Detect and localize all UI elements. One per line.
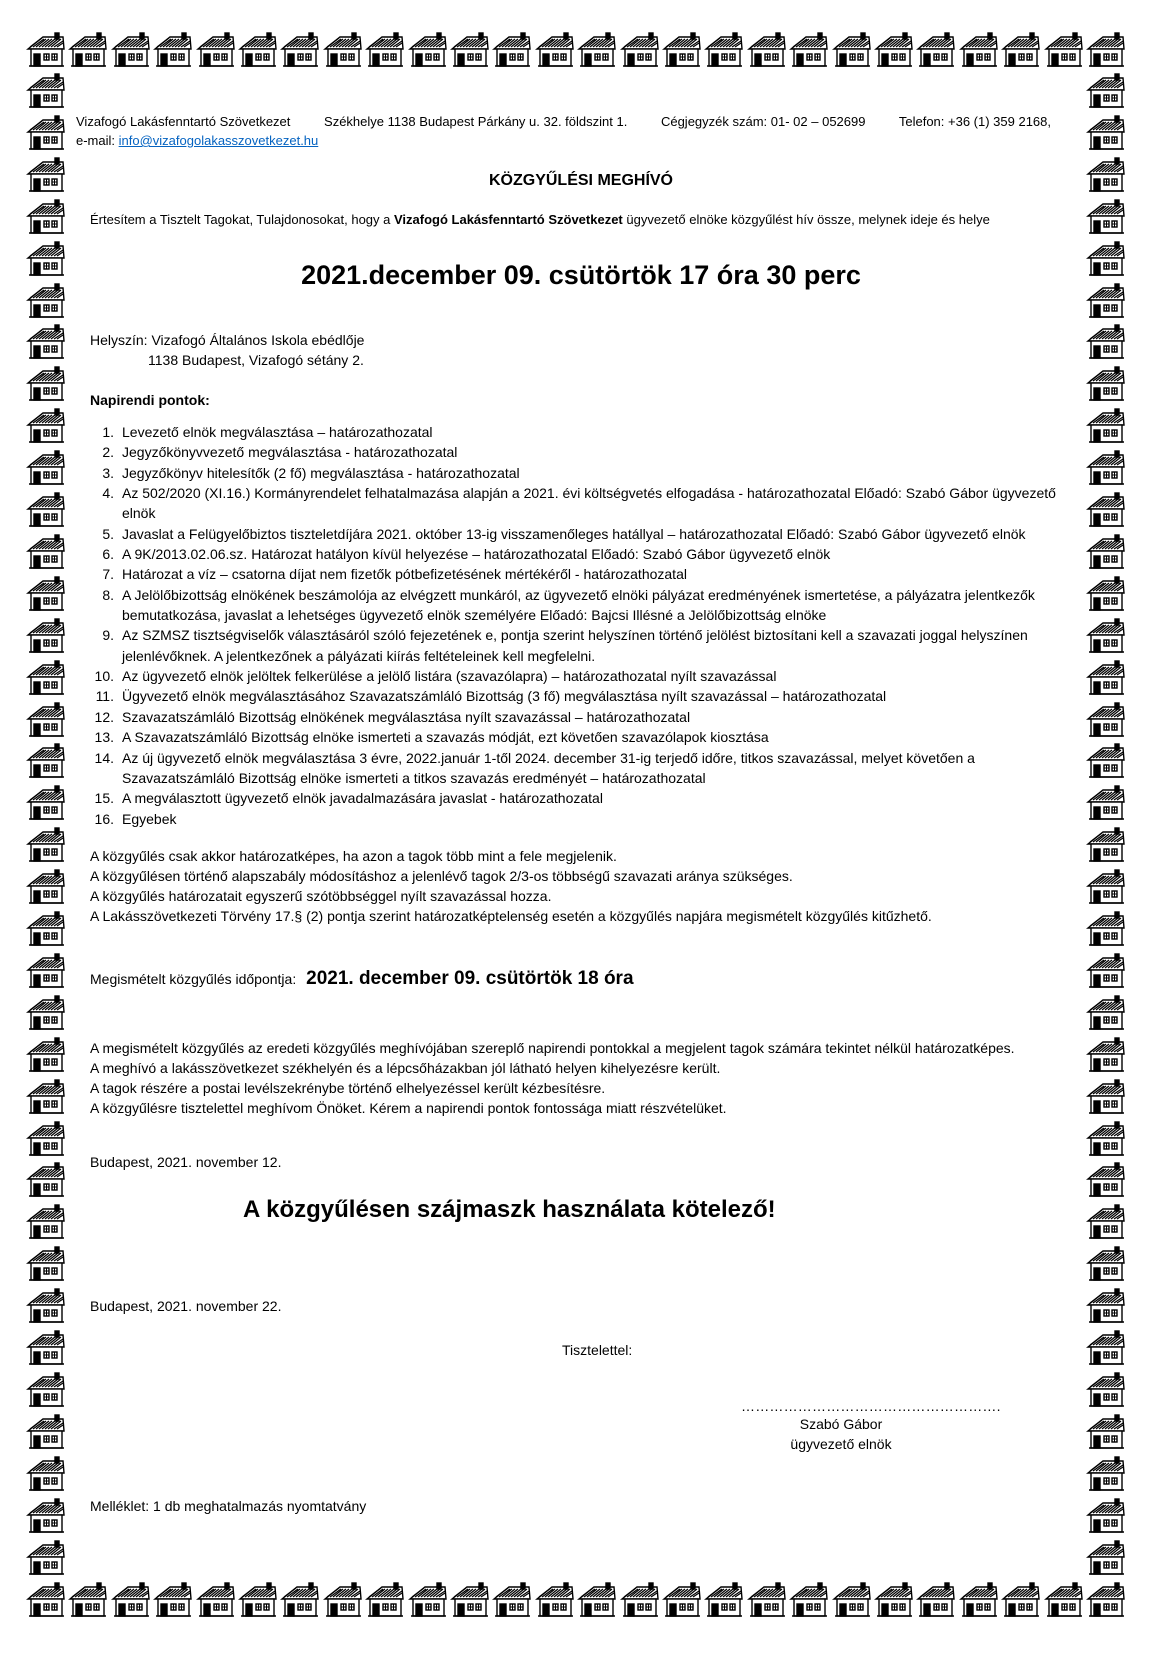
agenda-heading: Napirendi pontok: [90,392,210,408]
signer-name: Szabó Gábor [799,1416,883,1432]
house-icon [26,1498,66,1534]
house-icon [26,324,66,360]
house-icon [26,450,66,486]
note-line: A tagok részére a postai levélszekrénybe történő elhelyezéssel került kézbesítésre. [90,1080,606,1096]
signature-line: ………………………………………………. [741,1398,1001,1414]
agenda-item-text: Az ügyvezető elnök jelöltek felkerülése a jelölő listára (szavazólapra) – határozathozatal nyílt szavazással [122,668,777,685]
house-icon [1086,869,1126,905]
house-icon [1086,1330,1126,1366]
agenda-item-text: Ügyvezető elnök megválasztásához Szavazatszámláló Bizottság (3 fő) megválasztása nyílt szavazással – határozathozatal [122,688,887,705]
intro-before: Értesítem a Tisztelt Tagokat, Tulajdonosokat, hogy a [90,212,394,227]
note-line: A megismételt közgyűlés az eredeti közgyűlés meghívójában szereplő napirendi pontokkal a megjelent tagok számára tekintet nélkül határozatképes. [90,1040,1015,1056]
house-icon [26,911,66,947]
agenda-item-text: Határozat a víz – csatorna díjat nem fizetők pótbefizetésének mértékéről - határozathozatal [122,566,687,583]
signature-block [716,1414,966,1454]
house-icon [1086,1162,1126,1198]
house-icon [1086,199,1126,235]
house-icon [1086,450,1126,486]
house-icon [1086,1540,1126,1576]
place-date-2: Budapest, 2021. november 22. [90,1298,282,1314]
house-icon [1086,115,1126,151]
house-icon [26,702,66,738]
house-icon [1086,1204,1126,1240]
note-line: A közgyűlésre tisztelettel meghívom Önöket. Kérem a napirendi pontok fontossága miatt részvételüket. [90,1100,727,1116]
seat-address: Székhelye 1138 Budapest Párkány u. 32. földszint 1. [324,114,628,129]
house-icon [1086,1372,1126,1408]
agenda-item-text: Szavazatszámláló Bizottság elnökének megválasztása nyílt szavazással – határozathozatal [122,708,691,725]
agenda-item-text: Egyebek [122,810,177,827]
attachment-note: Melléklet: 1 db meghatalmazás nyomtatvány [90,1498,367,1514]
registry-number: Cégjegyzék szám: 01- 02 – 052699 [660,114,866,129]
house-icon [1086,1456,1126,1492]
agenda-item [90,442,1090,462]
house-icon [1086,911,1126,947]
house-icon [26,1330,66,1366]
note-line: A meghívó a lakásszövetkezet székhelyén és a lépcsőházakban jól látható helyen kihelyezésre került. [90,1060,721,1076]
place-date-1: Budapest, 2021. november 12. [90,1154,282,1170]
house-icon [1086,1246,1126,1282]
house-icon [26,995,66,1031]
house-icon [26,660,66,696]
agenda-item-number: 10. [94,668,114,685]
agenda-item-number: 9. [102,627,114,644]
intro-after: ügyvezető elnöke közgyűlést hív össze, melynek ideje és helye [622,212,990,227]
house-icon [1086,241,1126,277]
agenda-item [90,748,1090,789]
house-icon [26,32,66,68]
agenda-item-number: 7. [102,566,114,583]
agenda-item-number: 5. [102,525,114,542]
rules-block [90,846,1090,926]
repeat-meeting-datetime: 2021. december 09. csütörtök 18 óra [306,968,634,989]
invitation-document [76,0,1086,1653]
document-title: KÖZGYŰLÉSI MEGHÍVÓ [488,172,673,189]
house-icon [26,1414,66,1450]
agenda-item-text: Az SZMSZ tisztségviselők választásáról szóló fejezetének e, pontja szerint helyszínen történő jelölést biztosítani kell a szavazati joggal helyszínen jelenlévőknek. A jelentkezőnek a pályázati kiírás feltételeinek kell megfelelni. [122,627,1028,664]
agenda-item-number: 13. [94,729,114,746]
email-label: e-mail: [76,133,119,148]
location-line-2: 1138 Budapest, Vizafogó sétány 2. [148,352,364,368]
house-icon [1086,1121,1126,1157]
agenda-item-text: Levezető elnök megválasztása – határozathozatal [122,424,433,440]
rule-line: A közgyűlés határozatait egyszerű szótöbbséggel nyílt szavazással hozza. [90,888,552,904]
agenda-item-number: 4. [102,485,114,502]
agenda-item [90,585,1090,626]
agenda-item [90,564,1090,584]
house-icon [1086,1498,1126,1534]
agenda-item-number: 6. [102,546,114,563]
org-name: Vizafogó Lakásfenntartó Szövetkezet [76,114,291,129]
agenda-item-text: A Jelölőbizottság elnökének beszámolója az elvégzett munkáról, az ügyvezető elnöki pályázat eredményének ismertetése, a pályázatra jelentkezők bemutatkozása, javaslat a lehetséges ügyvezető elnök személyére Előadó: Bajcsi Illésné a Jelölőbizottság elnöke [122,586,1035,624]
house-icon [1086,953,1126,989]
agenda-item-number: 12. [94,708,114,725]
house-icon [1086,534,1126,570]
house-icon [1086,1414,1126,1450]
agenda-item [90,483,1090,524]
agenda-item-number: 16. [94,810,114,827]
agenda-item [90,625,1090,666]
house-icon [1086,283,1126,319]
repeat-meeting [90,968,634,990]
meeting-datetime: 2021.december 09. csütörtök 17 óra 30 perc [301,260,861,290]
rule-line: A Lakásszövetkezeti Törvény 17.§ (2) pontja szerint határozatképtelenség esetén a közgyűlés napjára megismételt közgyűlés kitűzhető. [90,908,932,924]
house-icon [1086,408,1126,444]
house-icon [26,492,66,528]
house-icon [1086,660,1126,696]
location-line-1: Helyszín: Vizafogó Általános Iskola ebédlője [90,332,365,348]
house-icon [26,408,66,444]
mask-notice: A közgyűlésen szájmaszk használata kötelező! [243,1196,776,1223]
intro-paragraph [90,210,990,230]
closing-greeting: Tisztelettel: [562,1342,633,1358]
agenda-item-text: A 9K/2013.02.06.sz. Határozat hatályon kívül helyezése – határozathozatal Előadó: Szabó Gábor ügyvezető elnök [122,546,831,563]
intro-org: Vizafogó Lakásfenntartó Szövetkezet [393,212,623,227]
house-icon [26,366,66,402]
house-icon [26,1582,66,1618]
agenda-item-text: Jegyzőkönyvvezető megválasztása - határozathozatal [122,444,458,461]
house-icon [1086,324,1126,360]
house-icon [26,1037,66,1073]
agenda-item-text: Jegyzőkönyv hitelesítők (2 fő) megválasztása - határozathozatal [122,464,520,481]
notes-block [90,1038,1095,1118]
agenda-item-text: A megválasztott ügyvezető elnök javadalmazására javaslat - határozathozatal [122,790,603,807]
house-icon [26,241,66,277]
agenda-item-number: 14. [94,749,114,766]
house-icon [26,743,66,779]
agenda-item-number: 11. [95,688,114,705]
house-icon [26,1246,66,1282]
house-icon [26,827,66,863]
agenda-item [90,524,1090,544]
agenda-item-number: 8. [102,586,114,603]
house-icon [26,115,66,151]
house-icon [26,1372,66,1408]
agenda-list [90,422,1090,829]
agenda-item [90,666,1090,686]
agenda-item [90,788,1090,808]
agenda-item [90,809,1090,829]
rule-line: A közgyűlésen történő alapszabály módosításhoz a jelenlévő tagok 2/3-os többségű szavazati aránya szükséges. [90,868,793,884]
house-icon [26,534,66,570]
agenda-item [90,727,1090,747]
email-link[interactable]: info@vizafogolakasszovetkezet.hu [118,133,319,148]
house-icon [1086,827,1126,863]
house-icon [26,1162,66,1198]
agenda-item [90,707,1090,727]
house-icon [1086,785,1126,821]
letterhead [76,112,1086,150]
agenda-item [90,463,1090,483]
house-icon [1086,995,1126,1031]
house-icon [26,199,66,235]
house-icon [26,157,66,193]
agenda-item [90,544,1090,564]
agenda-item-number: 2. [102,444,114,461]
agenda-item-text: Javaslat a Felügyelőbiztos tiszteletdíjára 2021. október 13-ig visszamenőleges hatállyal – határozathozatal Előadó: Szabó Gábor ügyvezető elnök [122,525,1026,542]
house-icon [26,1204,66,1240]
agenda-item-text: Az 502/2020 (XI.16.) Kormányrendelet felhatalmazása alapján a 2021. évi költségvetés elfogadása - határozathozatal Előadó: Szabó Gábor ügyvezető elnök [122,485,1056,522]
house-icon [1086,1288,1126,1324]
house-icon [26,785,66,821]
phone-number: Telefon: +36 (1) 359 2168, [898,114,1051,129]
agenda-item-text: Az új ügyvezető elnök megválasztása 3 évre, 2022.január 1-től 2024. december 31-ig terjedő időre, titkos szavazással, melyet követően a Szavazatszámláló Bizottság elnöke ismerteti a titkos szavazás eredményét – határozathozatal [122,749,975,786]
house-icon [26,1540,66,1576]
house-icon [1086,743,1126,779]
house-icon [1086,576,1126,612]
house-icon [1086,366,1126,402]
house-icon [26,1079,66,1115]
house-icon [1086,1582,1126,1618]
house-icon [26,618,66,654]
repeat-meeting-label: Megismételt közgyűlés időpontja: [90,971,297,987]
house-icon [26,576,66,612]
rule-line: A közgyűlés csak akkor határozatképes, ha azon a tagok több mint a fele megjelenik. [90,848,617,864]
agenda-item-number: 3. [102,464,114,481]
house-icon [26,869,66,905]
house-icon [26,1121,66,1157]
house-icon [26,73,66,109]
signer-role: ügyvezető elnök [790,1436,892,1452]
house-icon [26,1456,66,1492]
house-icon [26,1288,66,1324]
house-icon [1086,32,1126,68]
agenda-item-number: 1. [102,424,114,440]
house-icon [1086,702,1126,738]
house-icon [1086,492,1126,528]
agenda-item-number: 15. [94,790,114,807]
house-icon [1086,157,1126,193]
house-icon [1086,73,1126,109]
agenda-item-text: A Szavazatszámláló Bizottság elnöke ismerteti a szavazás módját, ezt követően szavazólapok kiosztása [122,729,769,746]
house-icon [26,953,66,989]
house-icon [1086,618,1126,654]
agenda-item [90,686,1090,706]
house-icon [26,283,66,319]
agenda-item [90,422,1090,442]
